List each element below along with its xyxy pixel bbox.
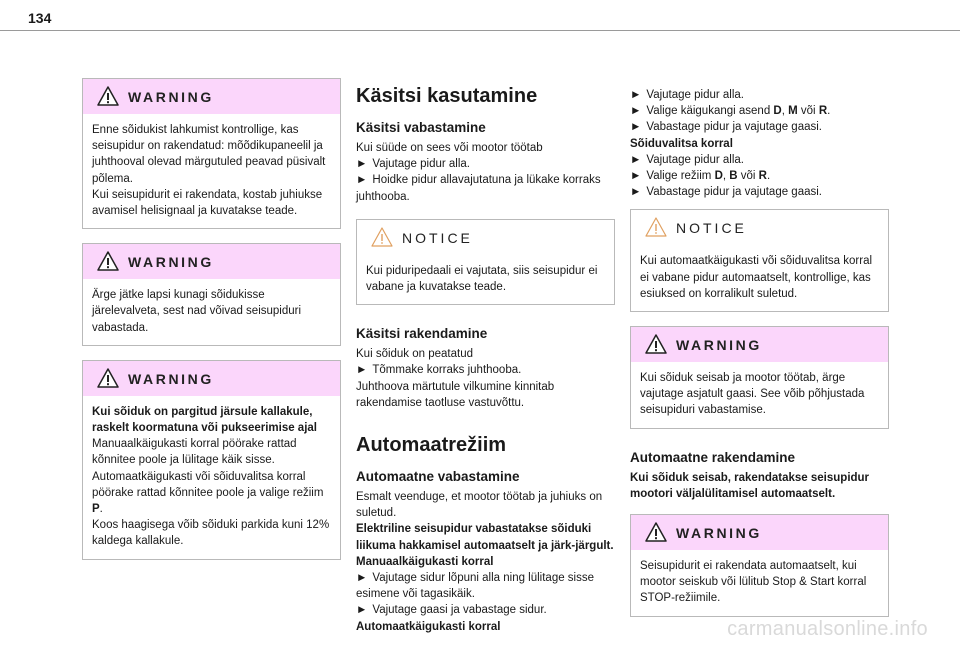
warning-title: WARNING [128,89,214,105]
warning-body [83,279,340,345]
warning-box-5 [630,514,889,617]
warning-triangle-icon [645,334,667,354]
warning-body [83,396,340,559]
bullet-item: ► Vajutage gaasi ja vabastage sidur. [356,604,547,617]
warning-title: WARNING [128,254,214,271]
warning-box-1 [82,78,341,229]
column-2 [356,78,615,635]
notice-box-header [357,220,614,255]
warning-body [83,114,340,228]
paragraph: Kui sõiduk on peatatud [356,348,474,361]
notice-triangle-icon [371,227,393,247]
bullet-arrow-icon: ► [630,153,642,166]
bullet-item: ► Vabastage pidur ja vajutage gaasi. [630,121,822,134]
warning-title: WARNING [676,525,762,542]
subsection-title: Käsitsi rakendamine [356,326,488,342]
warning-box-header [83,244,340,279]
bullet-arrow-icon: ► [630,170,642,183]
warning-text: Automaatkäigukasti või sõiduvalitsa korral pöörake rattad kõnnitee poole ja valige režiim P. [92,470,324,516]
warning-text: Seisupidurit ei rakendata automaatselt, kui mootor seiskub või lülitub Stop & Start korral STOP-režiimile. [640,560,867,605]
bullet-arrow-icon: ► [630,89,642,101]
bullet-arrow-icon: ► [630,121,642,134]
watermark: carmanualsonline.info [727,618,928,640]
warning-text: Enne sõidukist lahkumist kontrollige, kas seisupidur on rakendatud: mõõdikupaneelil ja juhthooval olevad märgutuled peavad püsivalt põlema. [92,124,326,185]
warning-text: Kui seisupidurit ei rakendata, kostab juhiukse avamisel helisignaal ja kuvatakse teade. [92,188,323,218]
warning-text: Ärge jätke lapsi kunagi sõidukisse järelevalveta, sest nad võivad seisupiduri vabastada. [92,289,302,334]
bullet-item: ► Hoidke pidur allavajutatuna ja lükake korraks juhthooba. [356,174,601,203]
notice-box-1 [356,219,615,305]
bullet-arrow-icon: ► [630,105,642,118]
bullet-arrow-icon: ► [630,186,642,199]
subsection-title: Käsitsi vabastamine [356,120,486,135]
warning-triangle-icon [97,368,119,388]
bullet-arrow-icon: ► [356,174,368,187]
bold-label: Manuaalkäigukasti korral [356,555,494,568]
notice-box-2 [630,209,889,312]
warning-text: Kui sõiduk seisab ja mootor töötab, ärge vajutage asjatult gaasi. See võib põhjustada seisupiduri vabastamise. [640,372,865,417]
bullet-arrow-icon: ► [356,572,368,585]
warning-text: Koos haagisega võib sõiduki parkida kuni 12% kaldega kallakule. [92,519,330,548]
warning-title: WARNING [128,370,214,387]
notice-title: NOTICE [676,220,747,237]
warning-box-header [83,79,340,114]
page-number: 134 [28,10,52,26]
bullet-item: ► Vajutage sidur lõpuni alla ning lülitage sisse esimene või tagasikäik. [356,572,595,601]
column-1 [82,78,341,574]
notice-body [357,255,614,304]
bullet-arrow-icon: ► [356,604,368,617]
warning-triangle-icon [645,522,667,542]
subsection-title: Automaatne vabastamine [356,469,520,485]
notice-body [631,245,888,311]
bold-label: Automaatkäigukasti korral [356,620,501,633]
warning-text: Manuaalkäigukasti korral pöörake rattad kõnnitee poole ja lülitage käik sisse. [92,438,297,467]
warning-box-2 [82,243,341,346]
warning-bold-lead: Kui sõiduk on pargitud järsule kallakule, raskelt koormatuna või pukseerimise ajal [92,405,317,435]
section-heading: Käsitsi kasutamine [356,85,538,107]
warning-body [631,362,888,428]
bullet-item: ► Vajutage pidur alla. [356,158,470,171]
warning-triangle-icon [97,86,119,106]
bold-paragraph: Kui sõiduk seisab, rakendatakse seisupidur mootori väljalülitamisel automaatselt. [630,471,870,500]
bullet-item: ► Vajutage pidur alla. [630,153,744,166]
notice-box-header [631,210,888,245]
bullet-item: ► Valige režiim D, B või R. [630,170,771,183]
subsection-title: Automaatne rakendamine [630,449,796,465]
warning-box-header [631,327,888,362]
column-3 [630,78,889,631]
notice-text: Kui automaatkäigukasti või sõiduvalitsa korral ei vabane pidur automaatselt, kontrollige, kas esiuksed on korralikult suletud. [640,255,873,300]
bullet-item: ► Tõmmake korraks juhthooba. [356,364,522,377]
warning-box-4 [630,326,889,429]
bold-paragraph: Elektriline seisupidur vabastatakse sõiduki liikuma hakkamisel automaatselt ja järk-järgult. [356,523,614,552]
paragraph: Juhthoova märtutule vilkumine kinnitab rakendamise taotluse vastuvõttu. [356,380,555,409]
warning-box-header [83,361,340,396]
warning-triangle-icon [97,251,119,271]
paragraph: Kui süüde on sees või mootor töötab [356,142,543,154]
bullet-arrow-icon: ► [356,364,368,377]
bullet-item: ► Vabastage pidur ja vajutage gaasi. [630,186,822,199]
bullet-item: ► Valige käigukangi asend D, M või R. [630,105,831,118]
warning-box-header [631,515,888,550]
bullet-arrow-icon: ► [356,158,368,171]
paragraph: Esmalt veenduge, et mootor töötab ja juhiuks on suletud. [356,491,603,520]
header-rule [0,30,960,31]
notice-title: NOTICE [402,229,473,246]
warning-box-3 [82,360,341,560]
bold-label: Sõiduvalitsa korral [630,137,733,150]
warning-title: WARNING [676,337,762,354]
section-heading: Automaatrežiim [356,434,507,457]
notice-triangle-icon [645,217,667,237]
notice-text: Kui piduripedaali ei vajutata, siis seisupidur ei vabane ja kuvatakse teade. [366,264,598,294]
bullet-item: ► Vajutage pidur alla. [630,89,744,101]
warning-body [631,550,888,616]
